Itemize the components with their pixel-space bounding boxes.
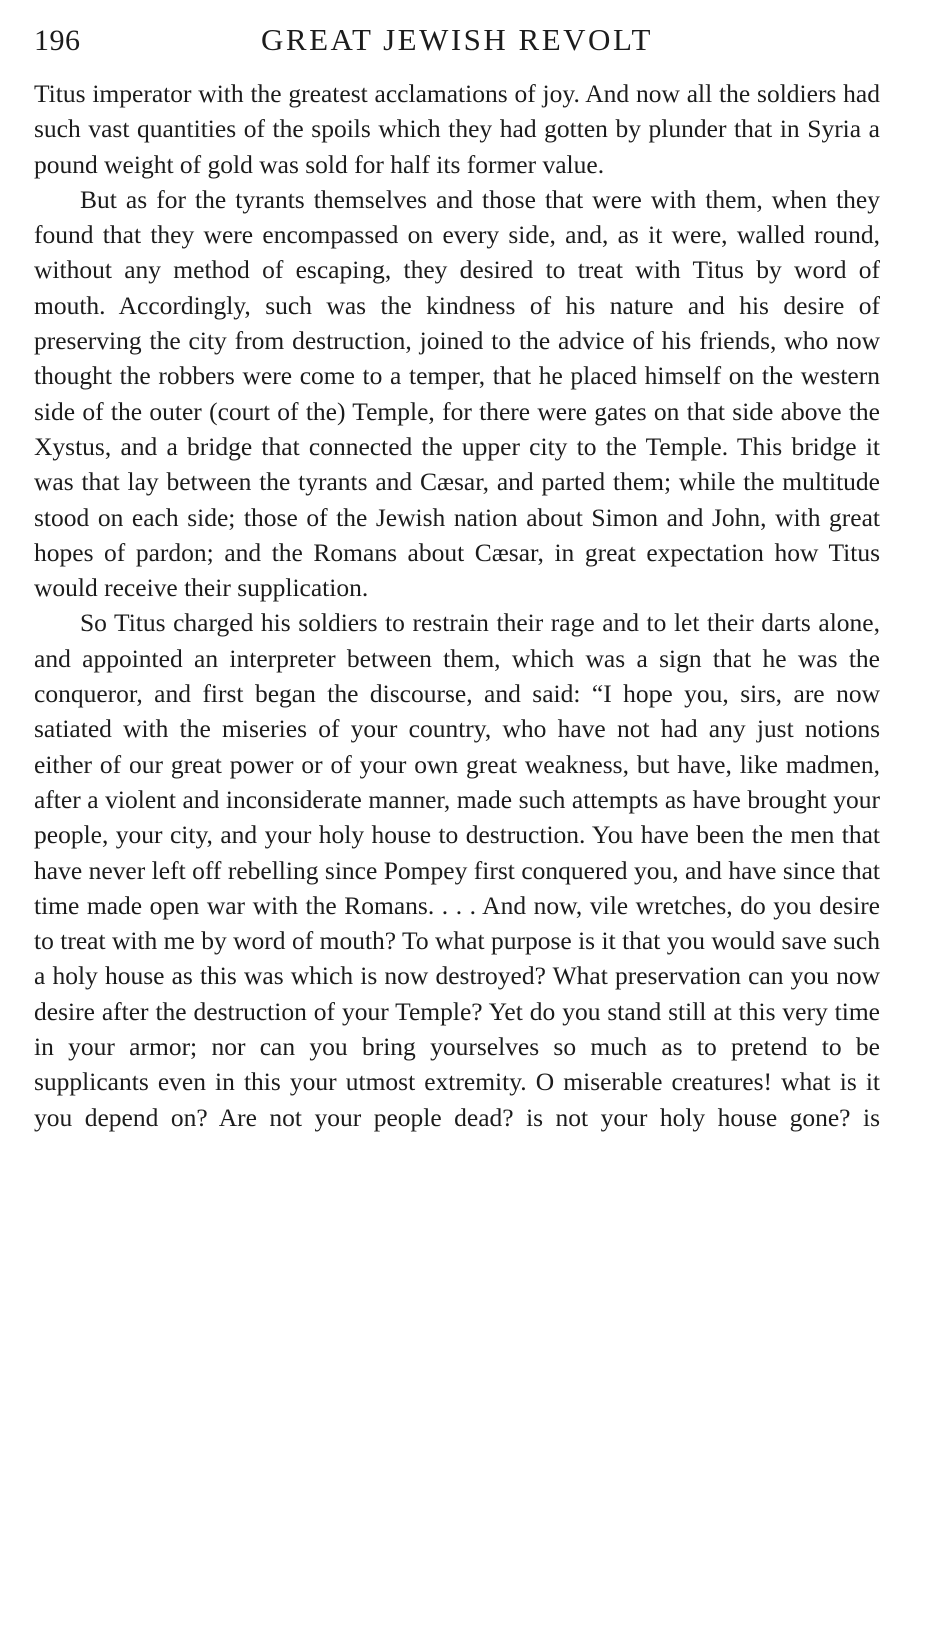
- running-title: GREAT JEWISH REVOLT: [261, 22, 653, 57]
- book-page: [34, 22, 880, 1135]
- page-number: 196: [34, 24, 81, 57]
- running-head: [34, 22, 880, 72]
- paragraph-continuation: Titus imperator with the greatest acclamations of joy. And now all the soldiers had such vast quantities of the spoils which they had gotten by plunder that in Syria a pound weight of gold was sold for half its former value.: [34, 79, 880, 179]
- paragraph-titus-speech: So Titus charged his soldiers to restrain their rage and to let their darts alone, and appointed an interpreter between them, which was a sign that he was the conqueror, and first began the discourse, and said: “I hope you, sirs, are now satiated with the miseries of your country, who have not had any just notions either of our great power or of your own great weakness, but have, like madmen, after a violent and inconsiderate manner, made such attempts as have brought your people, your city, and your holy house to destruction. You have been the men that have never left off rebelling since Pompey first conquered you, and have since that time made open war with the Romans. . . . And now, vile wretches, do you desire to treat with me by word of mouth? To what purpose is it that you would save such a holy house as this was which is now destroyed? What preservation can you now desire after the destruction of your Temple? Yet do you stand still at this very time in your armor; nor can you bring yourselves so much as to pretend to be supplicants even in this your utmost extremity. O miserable creatures! what is it you depend on? Are not your people dead? is not your holy house gone? is: [34, 608, 880, 1132]
- paragraph-tyrants: But as for the tyrants themselves and those that were with them, when they found that they were encompassed on every side, and, as it were, walled round, without any method of escaping, they desired to treat with Titus by word of mouth. Accordingly, such was the kindness of his nature and his desire of preserving the city from destruction, joined to the advice of his friends, who now thought the robbers were come to a temper, that he placed himself on the western side of the outer (court of the) Temple, for there were gates on that side above the Xystus, and a bridge that connected the upper city to the Temple. This bridge it was that lay between the tyrants and Cæsar, and parted them; while the multitude stood on each side; those of the Jewish nation about Simon and John, with great hopes of pardon; and the Romans about Cæsar, in great expectation how Titus would receive their supplication.: [34, 184, 880, 603]
